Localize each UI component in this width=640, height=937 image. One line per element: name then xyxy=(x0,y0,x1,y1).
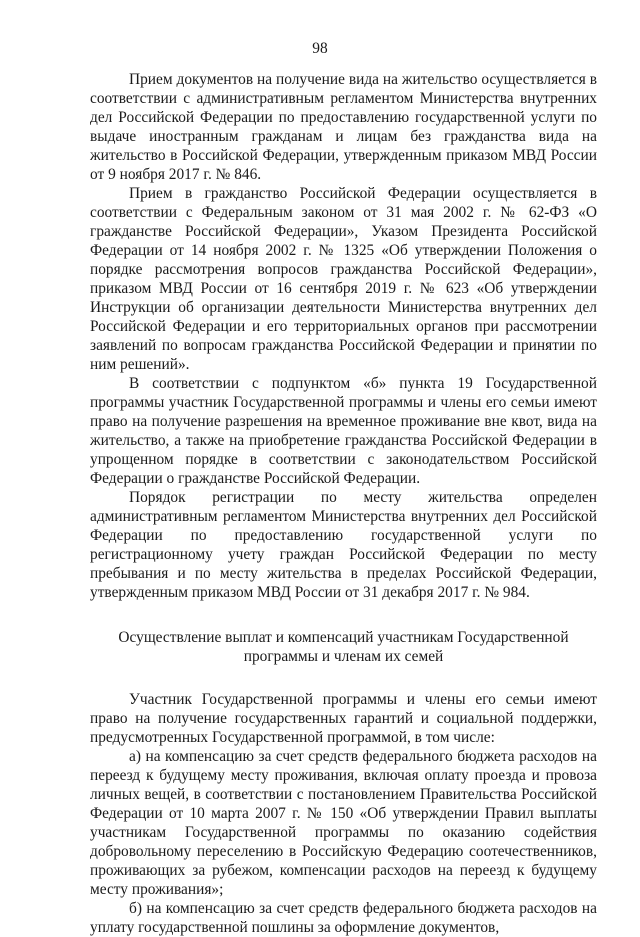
paragraph-citizenship-admission: Прием в гражданство Российской Федерации осуществляется в соответствии с Федеральным законом от 31 мая 2002 г. № 62-ФЗ «О гражданстве Российской Федерации», Указом Президента Российской Федерации от 14 ноября 2002 г. № 1325 «Об утверждении Положения о порядке рассмотрения вопросов гражданства Российской Федерации», приказом МВД России от 16 сентября 2019 г. № 623 «Об утверждении Инструкции об организации деятельности Министерства внутренних дел Российской Федерации и его территориальных органов при рассмотрении заявлений по вопросам гражданства Российской Федерации и принятии по ним решений». xyxy=(90,185,597,373)
document-body xyxy=(90,70,597,937)
section-heading xyxy=(90,628,597,666)
paragraph-item-a: а) на компенсацию за счет средств федерального бюджета расходов на переезд к будущему месту проживания, включая оплату проезда и провоза личных вещей, в соответствии с постановлением Правительства Российской Федерации от 10 марта 2007 г. № 150 «Об утверждении Правил выплаты участникам Государственной программы по оказанию содействия добровольному переселению в Российскую Федерацию соотечественников, проживающих за рубежом, компенсации расходов на переезд к будущему месту проживания»; xyxy=(90,748,597,898)
paragraph-guarantees: Участник Государственной программы и члены его семьи имеют право на получение государственных гарантий и социальной поддержки, предусмотренных Государственной программой, в том числе: xyxy=(90,691,597,746)
section-heading-line-1: Осуществление выплат и компенсаций участникам Государственной xyxy=(118,629,569,646)
paragraph-item-b: б) на компенсацию за счет средств федерального бюджета расходов на уплату государственной пошлины за оформление документов, xyxy=(90,900,597,936)
page-number: 98 xyxy=(312,40,328,57)
paragraph-program-rights: В соответствии с подпунктом «б» пункта 19 Государственной программы участник Государственной программы и члены его семьи имеют право на получение разрешения на временное проживание вне квот, вида на жительство, а также на приобретение гражданства Российской Федерации в упрощенном порядке в соответствии с законодательством Российской Федерации о гражданстве Российской Федерации. xyxy=(90,375,597,487)
paragraph-residence-permit: Прием документов на получение вида на жительство осуществляется в соответствии с административным регламентом Министерства внутренних дел Российской Федерации по предоставлению государственной услуги по выдаче иностранным гражданам и лицам без гражданства вида на жительство в Российской Федерации, утвержденным приказом МВД России от 9 ноября 2017 г. № 846. xyxy=(90,71,597,183)
paragraph-registration-procedure: Порядок регистрации по месту жительства определен административным регламентом Министерства внутренних дел Российской Федерации по предоставлению государственной услуги по регистрационному учету граждан Российской Федерации по месту пребывания и по месту жительства в пределах Российской Федерации, утвержденным приказом МВД России от 31 декабря 2017 г. № 984. xyxy=(90,489,597,601)
section-heading-line-2: программы и членам их семей xyxy=(243,648,444,665)
